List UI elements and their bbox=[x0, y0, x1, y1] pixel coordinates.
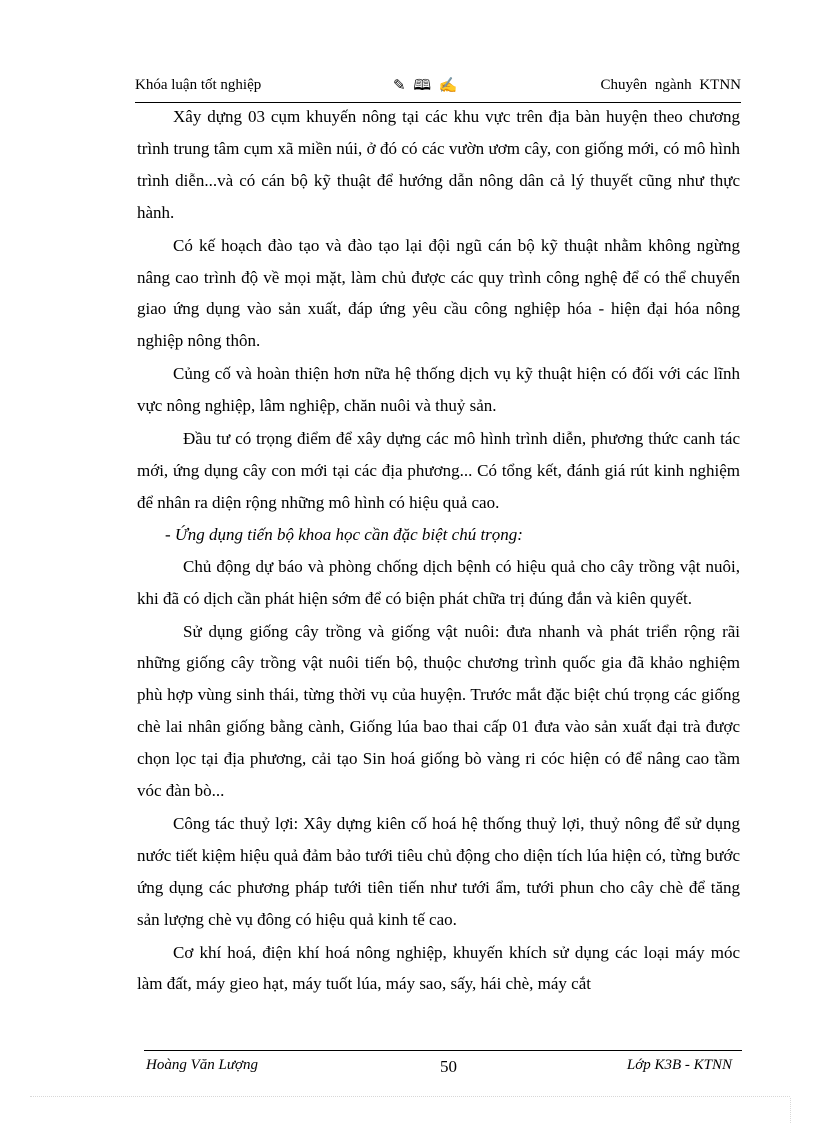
footer-author: Hoàng Văn Lượng bbox=[146, 1057, 259, 1073]
paragraph: Sử dụng giống cây trồng và giống vật nuôi: đưa nhanh và phát triển rộng rãi những giống cây trồng vật nuôi tiến bộ, thuộc chương trình quốc gia đã khảo nghiệm phù hợp vùng sinh thái, từng thời vụ của huyện. Trước mắt đặc biệt chú trọng các giống chè lai nhân giống bằng cành, Giống lúa bao thai cấp 01 đưa vào sản xuất đại trà được chọn lọc tại địa phương, cải tạo Sin hoá giống bò vàng ri cóc hiện có để nâng cao tầm vóc đàn bò... bbox=[137, 621, 740, 801]
paragraph: Cơ khí hoá, điện khí hoá nông nghiệp, khuyến khích sử dụng các loại máy móc làm đất, máy gieo hạt, máy tuốt lúa, máy sao, sấy, hái chè, máy cắt bbox=[137, 942, 740, 994]
section-subheading: - Ứng dụng tiến bộ khoa học cần đặc biệt chú trọng: bbox=[165, 524, 523, 544]
paragraph: Có kế hoạch đào tạo và đào tạo lại đội ngũ cán bộ kỹ thuật nhằm không ngừng nâng cao trình độ về mọi mặt, làm chủ được các quy trình công nghệ để có thể chuyển giao ứng dụng vào sản xuất, đáp ứng yêu cầu công nghiệp hóa - hiện đại hóa nông nghiệp nông thôn. bbox=[137, 235, 740, 351]
header-ornament-icon: ✎ 🕮 ✍ bbox=[393, 78, 460, 94]
footer-class: Lớp K3B - KTNN bbox=[626, 1057, 732, 1073]
page-header bbox=[135, 74, 741, 103]
page-number: 50 bbox=[440, 1057, 457, 1076]
paragraph: Công tác thuỷ lợi: Xây dựng kiên cố hoá hệ thống thuỷ lợi, thuỷ nông để sử dụng nước tiết kiệm hiệu quả đảm bảo tưới tiêu chủ động cho diện tích lúa hiện có, từng bước ứng dụng các phương pháp tưới tiên tiến như tưới ẩm, tưới phun cho cây chè để tăng sản lượng chè vụ đông có hiệu quả kinh tế cao. bbox=[137, 813, 740, 929]
header-major-label: Chuyên ngành KTNN bbox=[600, 77, 741, 93]
page-footer bbox=[144, 1050, 742, 1081]
header-thesis-label: Khóa luận tốt nghiệp bbox=[135, 77, 262, 93]
paragraph: Đầu tư có trọng điểm để xây dựng các mô hình trình diễn, phương thức canh tác mới, ứng dụng cây con mới tại các địa phương... Có tổng kết, đánh giá rút kinh nghiệm để nhân ra diện rộng những mô hình có hiệu quả cao. bbox=[137, 429, 740, 512]
paragraph: Củng cố và hoàn thiện hơn nữa hệ thống dịch vụ kỹ thuật hiện có đối với các lĩnh vực nông nghiệp, lâm nghiệp, chăn nuôi và thuỷ sản. bbox=[137, 364, 740, 416]
paragraph: Xây dựng 03 cụm khuyến nông tại các khu vực trên địa bàn huyện theo chương trình trung tâm cụm xã miền núi, ở đó có các vườn ươm cây, con giống mới, có mô hình trình diễn...và có cán bộ kỹ thuật để hướng dẫn nông dân cả lý thuyết cũng như thực hành. bbox=[137, 107, 740, 222]
document-body bbox=[137, 101, 740, 1000]
page-border-divider bbox=[790, 1098, 791, 1123]
page-border-divider bbox=[30, 1096, 790, 1097]
paragraph: Chủ động dự báo và phòng chống dịch bệnh có hiệu quả cho cây trồng vật nuôi, khi đã có dịch cần phát hiện sớm để có biện phát chữa trị đúng đắn và kiên quyết. bbox=[137, 556, 740, 608]
